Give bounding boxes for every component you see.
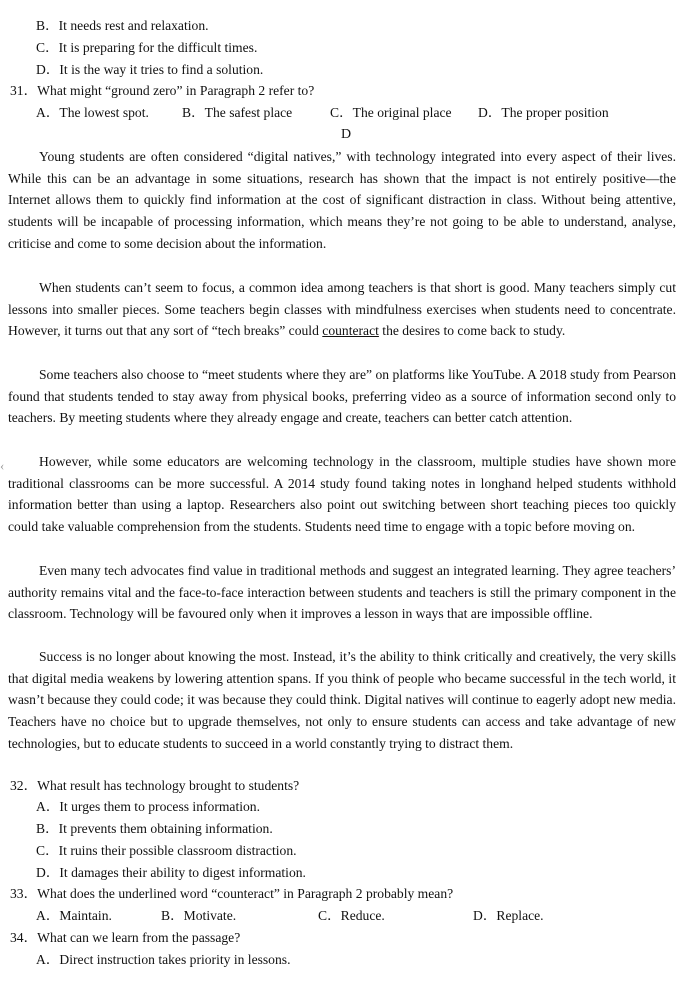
paragraph-2-text-b: the desires to come back to study. (378, 323, 566, 339)
margin-mark: ‹ (0, 458, 5, 473)
paragraph-5: Even many tech advocates find value in traditional methods and suggest an integrated learning. They agree teachers’ authority remains vital and the face-to-face interaction between students and teachers is still the primary component in the classroom. Technology will be favoured only when it improves a lesson in ways that are impossible offline. (8, 563, 676, 622)
q30-option-d: D．It is the way it tries to find a solution. (36, 62, 264, 77)
q31-question: 31．What might “ground zero” in Paragraph 2 refer to? (10, 83, 315, 98)
paragraph-4: However, while some educators are welcoming technology in the classroom, multiple studies have shown more traditional classrooms can be more successful. A 2014 study found taking notes in longhand helped students withhold information better than using a laptop. Researchers also point out switching between short teaching pieces too quickly could take valuable comprehension from the students. Students need time to engage with a topic before moving on. (8, 454, 676, 535)
q33-option-d: D．Replace. (473, 908, 544, 923)
q31-option-a: A．The lowest spot. (36, 105, 149, 120)
q34-question: 34．What can we learn from the passage? (10, 930, 241, 945)
section-label: D (340, 127, 352, 142)
q32-option-d: D．It damages their ability to digest information. (36, 865, 306, 880)
q32-option-c: C．It ruins their possible classroom distraction. (36, 843, 297, 858)
q33-option-c: C．Reduce. (318, 908, 385, 923)
q33-option-b: B．Motivate. (161, 908, 237, 923)
q31-option-b: B．The safest place (182, 105, 293, 120)
q32-option-a: A．It urges them to process information. (36, 799, 261, 814)
q31-option-d: D．The proper position (478, 105, 609, 120)
paragraph-1: Young students are often considered “digital natives,” with technology integrated into every aspect of their lives. While this can be an advantage in some situations, research has shown that the impact is not entirely positive—the Internet allows them to quickly find information at the cost of significant distraction in class. Without being attentive, students will be incapable of processing information, which means they’re not going to be able to understand, analyse, criticise and come to some decision about the information. (8, 149, 676, 251)
q30-option-c: C．It is preparing for the difficult times. (36, 40, 258, 55)
paragraph-2 (8, 277, 676, 342)
q34-option-a: A．Direct instruction takes priority in lessons. (36, 952, 291, 967)
paragraph-3: Some teachers also choose to “meet students where they are” on platforms like YouTube. A 2018 study from Pearson found that students tended to stay away from physical books, preferring video as a source of information second only to teachers. By meeting students where they already engage and create, teachers can better catch attention. (8, 367, 676, 426)
q32-question: 32．What result has technology brought to students? (10, 778, 300, 793)
q30-option-b: B．It needs rest and relaxation. (36, 18, 209, 33)
q33-question: 33．What does the underlined word “counteract” in Paragraph 2 probably mean? (10, 886, 454, 901)
q32-option-b: B．It prevents them obtaining information. (36, 821, 273, 836)
q33-option-a: A．Maintain. (36, 908, 112, 923)
paragraph-2-text-a: When students can’t seem to focus, a common idea among teachers is that short is good. Many teachers simply cut lessons into smaller pieces. Some teachers begin classes with mindfulness exercises when students need to concentrate. However, it turns out that any sort of “tech breaks” could (8, 280, 676, 339)
paragraph-6: Success is no longer about knowing the most. Instead, it’s the ability to think critically and creatively, the very skills that digital media weakens by lowering attention spans. If you think of people who became successful in the tech world, it wasn’t because they could code; it was because they could think. Digital natives will continue to eagerly adopt new media. Teachers have no choice but to upgrade themselves, not only to ensure students can access and take advantage of new technologies, but to educate students to succeed in a world constantly trying to distract them. (8, 649, 676, 751)
q31-option-c: C．The original place (330, 105, 452, 120)
underlined-word-counteract: counteract (322, 323, 379, 339)
